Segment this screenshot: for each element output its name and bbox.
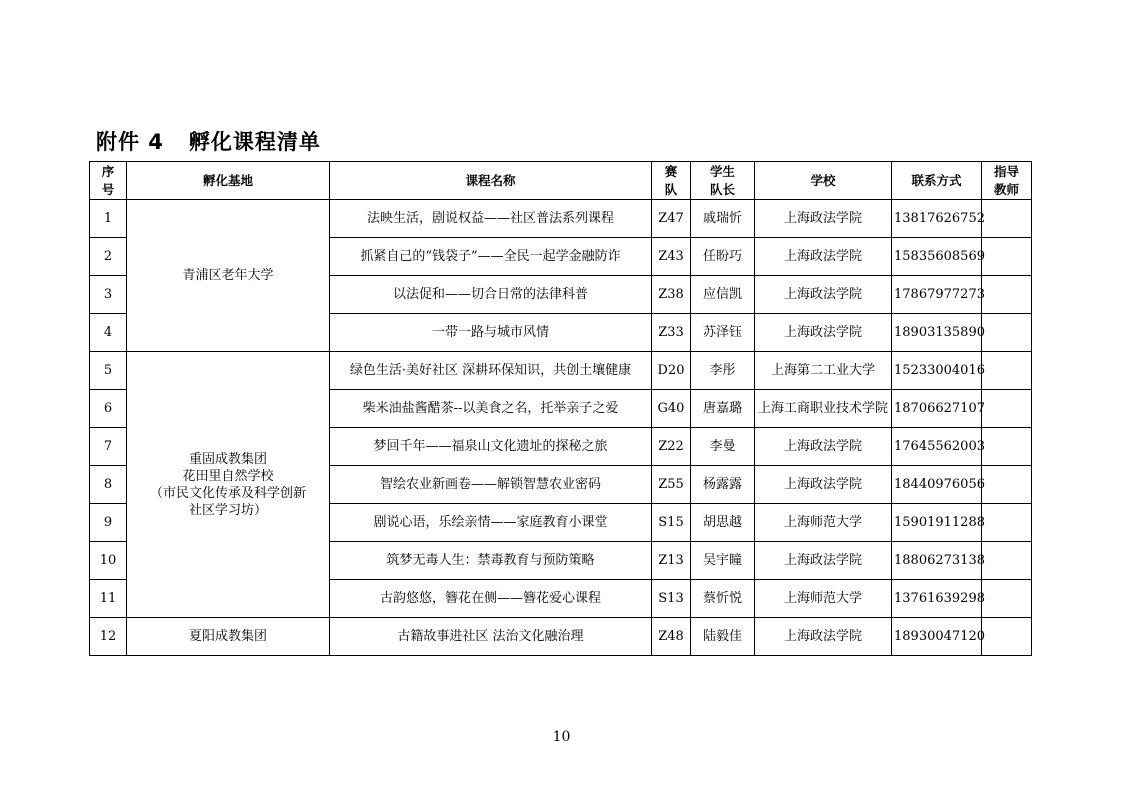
teacher-cell (982, 542, 1032, 580)
leader-name: 蔡忻悦 (691, 580, 755, 618)
team-id: Z33 (652, 314, 691, 352)
header-team-line-1: 赛 (664, 163, 678, 179)
header-course: 课程名称 (330, 162, 652, 200)
row-index: 3 (90, 276, 127, 314)
teacher-cell (982, 314, 1032, 352)
school-name: 上海政法学院 (755, 466, 892, 504)
team-id: Z47 (652, 200, 691, 238)
contact-phone: 13761639298 (892, 580, 982, 618)
row-index: 8 (90, 466, 127, 504)
base-cell (127, 352, 330, 618)
contact-phone: 18903135890 (892, 314, 982, 352)
school-name: 上海政法学院 (755, 276, 892, 314)
school-name: 上海师范大学 (755, 580, 892, 618)
contact-phone: 18930047120 (892, 618, 982, 656)
document-title: 附件 4 孵化课程清单 (96, 130, 321, 154)
header-leader-line-1: 学生 (709, 163, 735, 179)
course-name: 以法促和——切合日常的法律科普 (330, 276, 652, 314)
leader-name: 胡思越 (691, 504, 755, 542)
team-id: Z55 (652, 466, 691, 504)
base-line: 夏阳成教集团 (188, 629, 267, 644)
contact-phone: 15901911288 (892, 504, 982, 542)
school-name: 上海政法学院 (755, 314, 892, 352)
team-id: Z38 (652, 276, 691, 314)
leader-name: 陆毅佳 (691, 618, 755, 656)
course-name: 绿色生活·美好社区 深耕环保知识，共创土壤健康 (330, 352, 652, 390)
leader-name: 李彤 (691, 352, 755, 390)
row-index: 11 (90, 580, 127, 618)
header-leader-line-2: 队长 (709, 181, 735, 197)
leader-name: 杨露露 (691, 466, 755, 504)
leader-name: 唐嘉璐 (691, 390, 755, 428)
base-line: 花田里自然学校 (182, 468, 274, 484)
base-cell (127, 200, 330, 352)
base-line: 重固成教集团 (188, 451, 267, 467)
course-table (89, 161, 1032, 656)
course-name: 抓紧自己的“钱袋子”——全民一起学金融防诈 (330, 238, 652, 276)
team-id: G40 (652, 390, 691, 428)
base-line: 社区学习坊） (188, 502, 267, 518)
school-name: 上海政法学院 (755, 238, 892, 276)
contact-phone: 15835608569 (892, 238, 982, 276)
header-row (90, 162, 1032, 200)
base-cell (127, 618, 330, 656)
row-index: 6 (90, 390, 127, 428)
team-id: S13 (652, 580, 691, 618)
leader-name: 戚瑞忻 (691, 200, 755, 238)
school-name: 上海第二工业大学 (755, 352, 892, 390)
course-name: 智绘农业新画卷——解锁智慧农业密码 (330, 466, 652, 504)
header-index-line-1: 序 (101, 163, 115, 179)
header-leader (691, 162, 755, 200)
contact-phone: 17867977273 (892, 276, 982, 314)
row-index: 9 (90, 504, 127, 542)
header-teacher (982, 162, 1032, 200)
leader-name: 李曼 (691, 428, 755, 466)
course-name: 梦回千年——福泉山文化遗址的探秘之旅 (330, 428, 652, 466)
header-school: 学校 (755, 162, 892, 200)
contact-phone: 15233004016 (892, 352, 982, 390)
header-index (90, 162, 127, 200)
header-index-line-2: 号 (101, 181, 115, 197)
teacher-cell (982, 390, 1032, 428)
header-team (652, 162, 691, 200)
leader-name: 吴宇瞳 (691, 542, 755, 580)
teacher-cell (982, 618, 1032, 656)
row-index: 7 (90, 428, 127, 466)
team-id: Z13 (652, 542, 691, 580)
contact-phone: 17645562003 (892, 428, 982, 466)
leader-name: 苏泽钰 (691, 314, 755, 352)
teacher-cell (982, 352, 1032, 390)
page-number: 10 (552, 729, 571, 745)
contact-phone: 18440976056 (892, 466, 982, 504)
header-team-line-2: 队 (664, 181, 678, 197)
base-line: （市民文化传承及科学创新 (149, 485, 306, 501)
teacher-cell (982, 504, 1032, 542)
contact-phone: 13817626752 (892, 200, 982, 238)
header-base: 孵化基地 (127, 162, 330, 200)
header-teacher-line-2: 教师 (993, 181, 1019, 197)
teacher-cell (982, 200, 1032, 238)
row-index: 10 (90, 542, 127, 580)
course-name: 柴米油盐酱醋茶--以美食之名，托举亲子之爱 (330, 390, 652, 428)
base-line: 青浦区老年大学 (182, 268, 274, 283)
team-id: D20 (652, 352, 691, 390)
contact-phone: 18806273138 (892, 542, 982, 580)
course-name: 法映生活，剧说权益——社区普法系列课程 (330, 200, 652, 238)
leader-name: 任盼巧 (691, 238, 755, 276)
row-index: 5 (90, 352, 127, 390)
row-index: 4 (90, 314, 127, 352)
school-name: 上海政法学院 (755, 618, 892, 656)
school-name: 上海师范大学 (755, 504, 892, 542)
table-row (90, 200, 1032, 238)
team-id: Z43 (652, 238, 691, 276)
school-name: 上海政法学院 (755, 428, 892, 466)
header-contact: 联系方式 (892, 162, 982, 200)
table-row (90, 618, 1032, 656)
teacher-cell (982, 428, 1032, 466)
course-name: 筑梦无毒人生：禁毒教育与预防策略 (330, 542, 652, 580)
table-row (90, 352, 1032, 390)
row-index: 1 (90, 200, 127, 238)
school-name: 上海政法学院 (755, 200, 892, 238)
header-teacher-line-1: 指导 (993, 163, 1019, 179)
course-name: 剧说心语，乐绘亲情——家庭教育小课堂 (330, 504, 652, 542)
course-name: 一带一路与城市风情 (330, 314, 652, 352)
row-index: 12 (90, 618, 127, 656)
school-name: 上海工商职业技术学院 (755, 390, 892, 428)
course-name: 古籍故事进社区 法治文化融治理 (330, 618, 652, 656)
teacher-cell (982, 580, 1032, 618)
teacher-cell (982, 238, 1032, 276)
teacher-cell (982, 466, 1032, 504)
teacher-cell (982, 276, 1032, 314)
leader-name: 应信凯 (691, 276, 755, 314)
team-id: S15 (652, 504, 691, 542)
course-name: 古韵悠悠，簪花在侧——簪花爱心课程 (330, 580, 652, 618)
row-index: 2 (90, 238, 127, 276)
contact-phone: 18706627107 (892, 390, 982, 428)
school-name: 上海政法学院 (755, 542, 892, 580)
team-id: Z48 (652, 618, 691, 656)
team-id: Z22 (652, 428, 691, 466)
